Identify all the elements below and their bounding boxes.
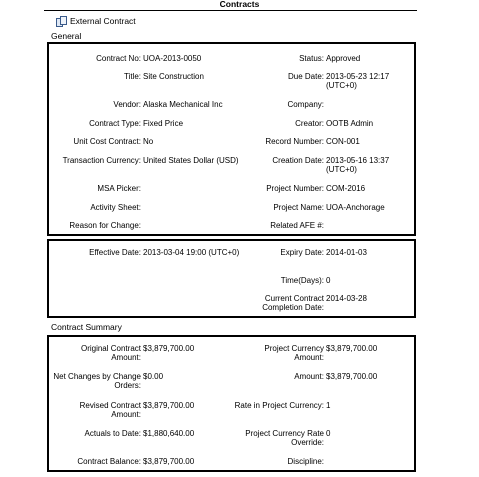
field-value: $3,879,700.00	[326, 344, 378, 353]
field-value	[324, 457, 394, 466]
field-label: Record Number:	[265, 137, 324, 146]
field-value: $3,879,700.00	[143, 344, 195, 353]
field-rate-in-project-currency	[204, 401, 394, 410]
field-project-name	[204, 203, 394, 212]
field-label: Project Currency Amount:	[264, 344, 324, 362]
documents-icon	[56, 16, 68, 27]
field-project-currency-rate-override	[204, 429, 394, 447]
field-label: Activity Sheet:	[90, 203, 141, 212]
field-value: 2013-03-04 19:00 (UTC+0)	[143, 248, 240, 257]
field-label: Related AFE #:	[270, 221, 324, 230]
field-value: 0	[326, 429, 331, 438]
field-label: Creation Date:	[272, 156, 324, 165]
section-summary-heading: Contract Summary	[51, 322, 122, 332]
field-due-date	[204, 72, 394, 90]
field-label: Net Changes by Change Orders:	[53, 372, 141, 390]
field-value: OOTB Admin	[326, 119, 374, 128]
field-value: 2014-03-28	[326, 294, 367, 303]
field-label: Original Contract Amount:	[80, 344, 141, 362]
field-label: Vendor:	[113, 100, 141, 109]
field-label: Transaction Currency:	[62, 156, 141, 165]
field-value: Alaska Mechanical Inc	[143, 100, 223, 109]
field-value: 0	[326, 276, 331, 285]
field-status	[204, 54, 394, 63]
field-company	[204, 100, 394, 109]
field-label: Project Number:	[266, 184, 324, 193]
field-value: UOA-Anchorage	[326, 203, 385, 212]
field-label: Company:	[287, 100, 324, 109]
field-value: CON-001	[326, 137, 360, 146]
field-label: Revised Contract Amount:	[79, 401, 141, 419]
field-label: Creator:	[295, 119, 324, 128]
field-label: Project Name:	[273, 203, 324, 212]
field-label: Contract Balance:	[77, 457, 141, 466]
field-amount	[204, 372, 394, 381]
field-value: $0.00	[143, 372, 164, 381]
field-label: Reason for Change:	[69, 221, 141, 230]
field-value	[324, 221, 394, 230]
document-type	[56, 15, 136, 27]
field-label: Current Contract Completion Date:	[262, 294, 324, 312]
field-value: $1,880,640.00	[143, 429, 195, 438]
field-value: 2013-05-16 13:37 (UTC+0)	[326, 156, 390, 174]
field-value: 2014-01-03	[326, 248, 367, 257]
field-label: Actuals to Date:	[84, 429, 141, 438]
field-value: $3,879,700.00	[143, 457, 195, 466]
page-title: Contracts	[219, 0, 260, 9]
field-completion-date	[204, 294, 394, 312]
field-related-afe	[204, 221, 394, 230]
field-label: Title:	[123, 72, 141, 81]
field-value: COM-2016	[326, 184, 366, 193]
field-value: No	[143, 137, 154, 146]
field-label: Contract Type:	[89, 119, 141, 128]
field-value: 2013-05-23 12:17 (UTC+0)	[326, 72, 390, 90]
field-label: Effective Date:	[89, 248, 141, 257]
field-value: United States Dollar (USD)	[143, 156, 239, 165]
field-label: Status:	[299, 54, 324, 63]
field-label: Due Date:	[287, 72, 324, 81]
field-expiry-date	[204, 248, 394, 257]
field-value: 1	[326, 401, 331, 410]
field-label: Amount:	[294, 372, 324, 381]
field-label: Project Currency Rate Override:	[245, 429, 324, 447]
field-time-days	[204, 276, 394, 285]
field-value: $3,879,700.00	[326, 372, 378, 381]
section-general-heading: General	[51, 31, 82, 41]
document-type-label: External Contract	[70, 16, 136, 26]
field-value: Fixed Price	[143, 119, 184, 128]
field-value: UOA-2013-0050	[143, 54, 202, 63]
field-label: Rate in Project Currency:	[234, 401, 324, 410]
field-project-currency-amount	[204, 344, 394, 362]
field-label: Expiry Date:	[280, 248, 324, 257]
field-value: Approved	[326, 54, 361, 63]
field-record-number	[204, 137, 394, 146]
field-label: Discipline:	[287, 457, 324, 466]
title-divider	[44, 10, 417, 11]
field-label: MSA Picker:	[97, 184, 141, 193]
field-creation-date	[204, 156, 394, 174]
field-project-number	[204, 184, 394, 193]
field-value: Site Construction	[143, 72, 204, 81]
field-discipline	[204, 457, 394, 466]
field-label: Unit Cost Contract:	[73, 137, 141, 146]
field-label: Contract No:	[96, 54, 141, 63]
field-label: Time(Days):	[280, 276, 324, 285]
field-value	[324, 100, 394, 109]
field-value: $3,879,700.00	[143, 401, 195, 410]
field-creator	[204, 119, 394, 128]
